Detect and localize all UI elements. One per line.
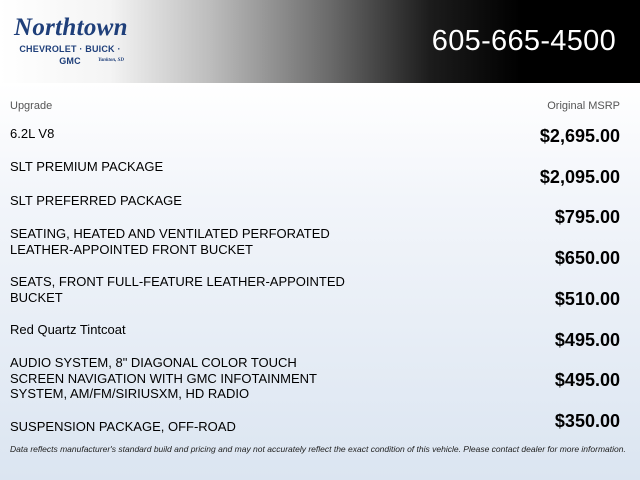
logo-brands: CHEVROLET · BUICK · GMC — [19, 44, 121, 66]
upgrade-label: AUDIO SYSTEM, 8" DIAGONAL COLOR TOUCH SCREEN NAVIGATION WITH GMC INFOTAINMENT SYSTEM, AM/FM/SIRIUSXM, HD RADIO — [10, 355, 317, 401]
logo-city: Yankton, SD — [98, 58, 124, 63]
dealer-logo — [14, 14, 126, 66]
column-header-msrp: Original MSRP — [547, 100, 620, 112]
upgrade-price: $650.00 — [554, 248, 620, 268]
upgrade-label: SLT PREFERRED PACKAGE — [10, 193, 182, 208]
upgrade-label: SEATING, HEATED AND VENTILATED PERFORATED LEATHER-APPOINTED FRONT BUCKET — [10, 226, 330, 257]
upgrade-price: $2,695.00 — [539, 126, 620, 146]
logo-wordmark: Northtown — [14, 14, 128, 41]
header-banner — [0, 0, 640, 83]
upgrade-label: Red Quartz Tintcoat — [10, 322, 126, 337]
upgrade-label: SLT PREMIUM PACKAGE — [10, 159, 164, 174]
upgrade-label: SUSPENSION PACKAGE, OFF-ROAD — [10, 419, 236, 434]
upgrade-price: $495.00 — [554, 370, 620, 390]
disclaimer-text: Data reflects manufacturer's standard build and pricing and may not accurately reflect the exact condition of this vehicle. Please contact dealer for more information. — [10, 444, 626, 454]
column-header-upgrade: Upgrade — [10, 100, 53, 112]
upgrade-price: $495.00 — [554, 330, 620, 350]
upgrade-price: $2,095.00 — [539, 167, 620, 187]
upgrade-label: SEATS, FRONT FULL-FEATURE LEATHER-APPOINTED BUCKET — [10, 274, 345, 305]
dealer-phone: 605-665-4500 — [431, 25, 616, 57]
upgrade-price: $510.00 — [554, 289, 620, 309]
upgrade-price: $795.00 — [554, 207, 620, 227]
upgrade-label: 6.2L V8 — [10, 126, 55, 141]
upgrade-price: $350.00 — [554, 411, 620, 431]
